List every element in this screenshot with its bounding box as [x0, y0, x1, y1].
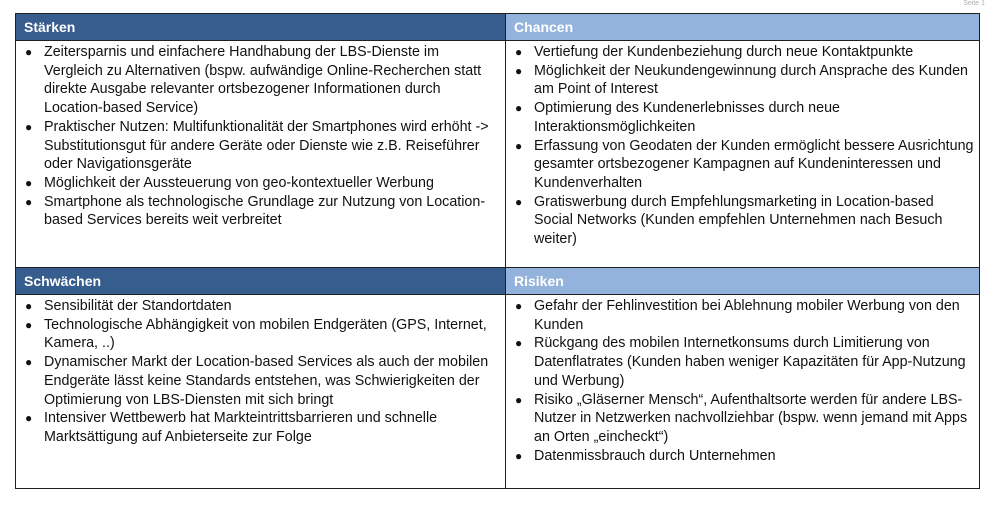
list-item [514, 447, 975, 466]
schwaechen-item-text: Dynamischer Markt der Location-based Services als auch der mobilen Endgeräte lässt keine Standards entstehen, was Schwierigkeiten der Optimierung von LBS-Diensten mit sich bringt [44, 354, 489, 408]
chancen-item-text: Optimierung des Kundenerlebnisses durch neue Interaktionsmöglichkeiten [534, 100, 840, 135]
schwaechen-list [16, 295, 505, 447]
staerken-header-cell [16, 14, 506, 41]
staerken-item-text: Praktischer Nutzen: Multifunktionalität der Smartphones wird erhöht -> Substitutionsgut für andere Geräte oder Dienste wie z.B. Reiseführer oder Navigationsgeräte [44, 118, 489, 173]
list-item [24, 174, 501, 193]
list-item [514, 193, 975, 249]
list-item [24, 118, 501, 174]
list-item [514, 334, 975, 390]
list-item [24, 193, 501, 230]
bullet-icon: ● [515, 45, 523, 59]
list-item [514, 391, 975, 447]
bullet-icon: ● [25, 317, 33, 332]
list-item [24, 353, 501, 409]
staerken-title: Stärken [16, 14, 505, 40]
bullet-icon: ● [515, 336, 523, 351]
list-item [24, 297, 501, 316]
list-item [24, 316, 501, 353]
list-item [24, 43, 501, 118]
chancen-title: Chancen [506, 14, 979, 40]
risiken-body-cell [506, 295, 980, 489]
bullet-icon: ● [515, 138, 523, 153]
staerken-item-text: Möglichkeit der Aussteuerung von geo-kontextueller Werbung [44, 174, 434, 191]
risiken-header-cell [506, 268, 980, 295]
risiken-title: Risiken [506, 268, 979, 294]
schwaechen-item-text: Sensibilität der Standortdaten [44, 298, 232, 314]
chancen-item-text: Erfassung von Geodaten der Kunden ermöglicht bessere Ausrichtung gesamter ortsbezogener Kampagnen auf Kundeninteressen und Kundenverhalten [534, 137, 974, 191]
schwaechen-header-cell [16, 268, 506, 295]
risiken-item-text: Datenmissbrauch durch Unternehmen [534, 447, 776, 464]
swot-table [15, 13, 980, 489]
list-item [514, 62, 975, 99]
staerken-body-cell [16, 41, 506, 268]
staerken-item-text: Smartphone als technologische Grundlage zur Nutzung von Location-based Services bereits weit verbreitet [44, 193, 486, 229]
bullet-icon: ● [515, 392, 523, 407]
chancen-header-cell [506, 14, 980, 41]
chancen-body-cell [506, 41, 980, 268]
staerken-list [16, 41, 505, 230]
risiken-item-text: Rückgang des mobilen Internetkonsums durch Limitierung von Datenflatrates (Kunden haben weniger Kapazitäten für App-Nutzung und Werbung) [534, 335, 966, 389]
risiken-item-text: Gefahr der Fehlinvestition bei Ablehnung mobiler Werbung von den Kunden [534, 298, 960, 333]
chancen-item-text: Gratiswerbung durch Empfehlungsmarketing in Location-based Social Networks (Kunden empfehlen Unternehmen nach Besuch weiter) [534, 193, 943, 248]
schwaechen-body-cell [16, 295, 506, 489]
bullet-icon: ● [25, 299, 33, 313]
schwaechen-item-text: Technologische Abhängigkeit von mobilen Endgeräten (GPS, Internet, Kamera, ..) [44, 316, 487, 352]
bullet-icon: ● [25, 175, 33, 190]
bullet-icon: ● [515, 299, 523, 313]
schwaechen-title: Schwächen [16, 268, 505, 294]
bullet-icon: ● [25, 411, 33, 426]
risiken-item-text: Risiko „Gläserner Mensch“, Aufenthaltsorte werden für andere LBS-Nutzer in Netzwerken nachvollziehbar (bspw. wenn jemand mit Apps an Orten „eincheckt“) [534, 391, 968, 445]
chancen-item-text: Möglichkeit der Neukundengewinnung durch Ansprache des Kunden am Point of Interest [534, 62, 968, 98]
bullet-icon: ● [515, 63, 523, 78]
bullet-icon: ● [515, 101, 523, 116]
bullet-icon: ● [25, 45, 33, 59]
page-corner-mark: Seite 1 [963, 0, 985, 7]
list-item [24, 409, 501, 446]
chancen-list [506, 41, 979, 249]
list-item [514, 137, 975, 193]
risiken-list [506, 295, 979, 465]
bullet-icon: ● [25, 119, 33, 134]
staerken-item-text: Zeitersparnis und einfachere Handhabung der LBS-Dienste im Vergleich zu Alternativen (bspw. aufwändige Online-Recherchen statt direkte Ausgabe relevanter ortsbezogener Informationen durch Location-based Service) [44, 44, 482, 117]
bullet-icon: ● [515, 194, 523, 209]
list-item [514, 99, 975, 136]
bullet-icon: ● [25, 355, 33, 370]
list-item [514, 297, 975, 334]
bullet-icon: ● [515, 448, 523, 463]
schwaechen-item-text: Intensiver Wettbewerb hat Markteintrittsbarrieren und schnelle Marktsättigung auf Anbieterseite zur Folge [44, 410, 438, 445]
list-item [514, 43, 975, 62]
bullet-icon: ● [25, 194, 33, 209]
chancen-item-text: Vertiefung der Kundenbeziehung durch neue Kontaktpunkte [534, 44, 914, 60]
